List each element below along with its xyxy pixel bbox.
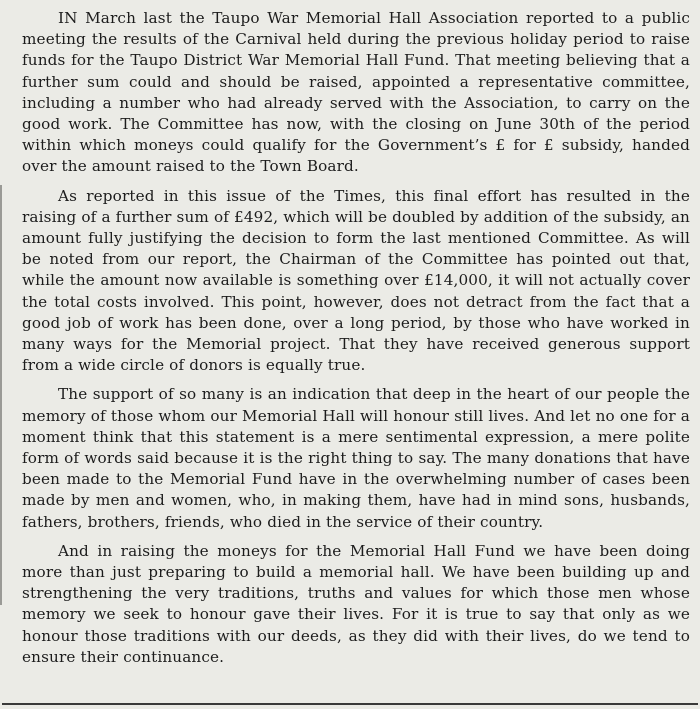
paragraph-1: IN March last the Taupo War Memorial Hall Association reported to a public meeting the results of the Carnival held during the previous holiday period to raise funds for the Taupo District War Memorial Hall Fund. That meeting believing that a further sum could and should be raised, appointed a representative committee, including a number who had already served with the Association, to carry on the good work. The Committee has now, with the closing on June 30th of the period within which moneys could qualify for the Government’s £ for £ subsidy, handed over the amount raised to the Town Board. [22,9,690,176]
editorial-column [22,8,690,676]
column-bottom-rule [2,703,698,705]
paragraph-4: And in raising the moneys for the Memorial Hall Fund we have been doing more than just preparing to build a memorial hall. We have been building up and strengthening the very traditions, truths and values for which those men whose memory we seek to honour gave their lives. For it is true to say that only as we honour those traditions with our deeds, as they did with their lives, do we tend to ensure their continuance. [22,541,690,666]
paragraph-3: The support of so many is an indication that deep in the heart of our people the memory of those whom our Memorial Hall will honour still lives. And let no one for a moment think that this statement is a mere sentimental expression, a mere polite form of words said because it is the right thing to say. The many donations that have been made to the Memorial Fund have in the overwhelming number of cases been made by men and women, who, in making them, have had in mind sons, husbands, fathers, brothers, friends, who died in the service of their country. [22,385,690,531]
paragraph-2: As reported in this issue of the Times, this final effort has resulted in the raising of a further sum of £492, which will be doubled by addition of the subsidy, an amount fully justifying the decision to form the last mentioned Committee. As will be noted from our report, the Chairman of the Committee has pointed out that, while the amount now available is something over £14,000, it will not actually cover the total costs involved. This point, however, does not detract from the fact that a good job of work has been done, over a long period, by those who have worked in many ways for the Memorial project. That they have received generous support from a wide circle of donors is equally true. [22,186,690,375]
column-left-rule [0,185,2,605]
